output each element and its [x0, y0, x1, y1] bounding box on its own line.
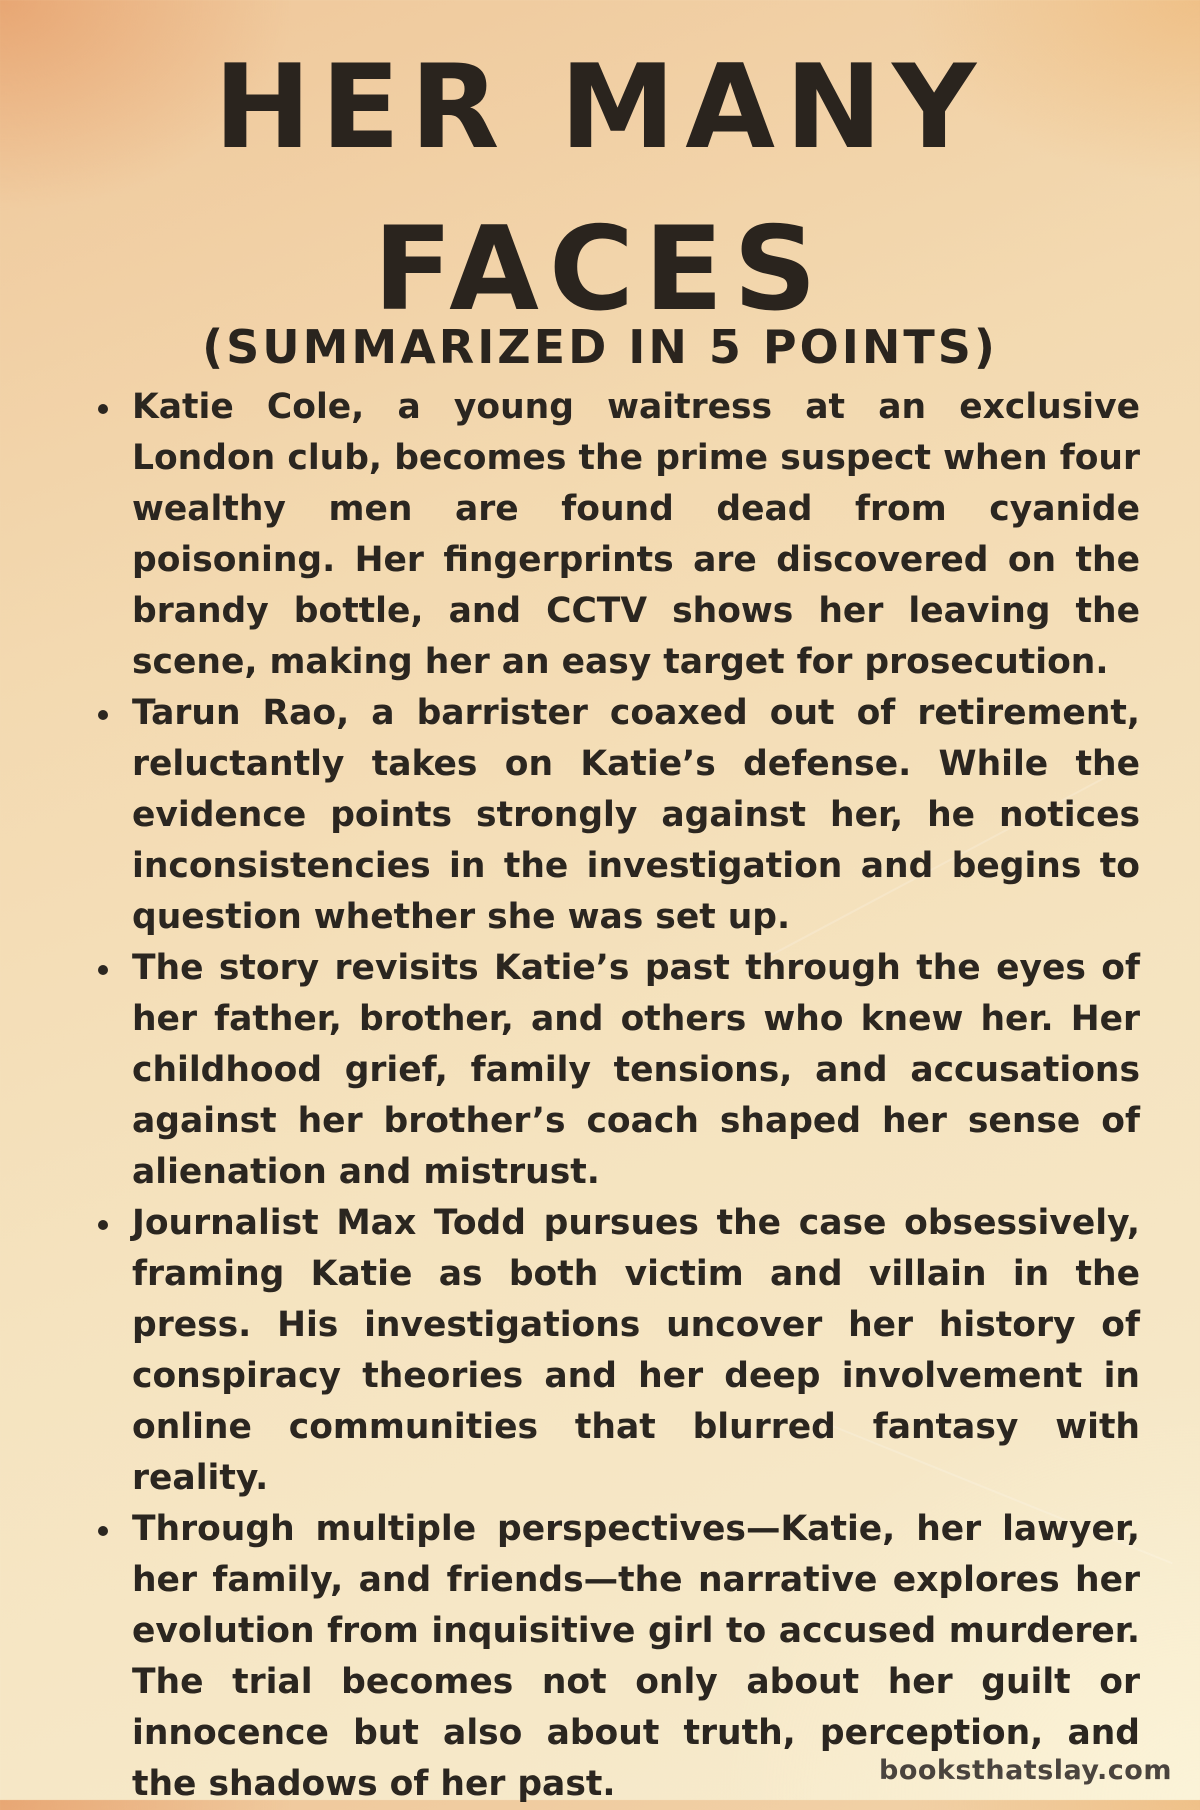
- bullet-icon: [98, 1220, 108, 1230]
- list-item-text: Katie Cole, a young waitress at an exclusive London club, becomes the prime suspect when four wealthy men are found dead from cyanide poisoning. Her fingerprints are discovered on the brandy bottle, and CCTV shows her leaving the scene, making her an easy target for prosecution.: [132, 387, 1140, 682]
- list-item-text: The story revisits Katie’s past through the eyes of her father, brother, and others who knew her. Her childhood grief, family tensions, and accusations against her brother’s coach shaped her sense of alienation and mistrust.: [132, 948, 1140, 1192]
- list-item: [90, 943, 1140, 1198]
- list-item: [90, 382, 1140, 688]
- bullet-icon: [98, 404, 108, 414]
- summary-list: [90, 382, 1140, 1810]
- bullet-icon: [98, 1526, 108, 1536]
- list-item-text: Tarun Rao, a barrister coaxed out of retirement, reluctantly takes on Katie’s defense. While the evidence points strongly against her, he notices inconsistencies in the investigation and begins to question whether she was set up.: [132, 693, 1140, 937]
- list-item: [90, 1198, 1140, 1504]
- website-credit: booksthatslay.com: [879, 1755, 1172, 1786]
- title-line-2: FACES: [373, 202, 827, 337]
- bullet-icon: [98, 710, 108, 720]
- list-item: [90, 688, 1140, 943]
- list-item-text: Through multiple perspectives—Katie, her lawyer, her family, and friends—the narrative explores her evolution from inquisitive girl to accused murderer. The trial becomes not only about her guilt or innocence but also about truth, perception, and the shadows of her past.: [132, 1509, 1140, 1804]
- subtitle: (SUMMARIZED IN 5 POINTS): [202, 320, 998, 374]
- bullet-icon: [98, 965, 108, 975]
- title-line-1: HER MANY: [213, 40, 987, 175]
- list-item-text: Journalist Max Todd pursues the case obsessively, framing Katie as both victim and villain in the press. His investigations uncover her history of conspiracy theories and her deep involvement in online communities that blurred fantasy with reality.: [132, 1203, 1140, 1498]
